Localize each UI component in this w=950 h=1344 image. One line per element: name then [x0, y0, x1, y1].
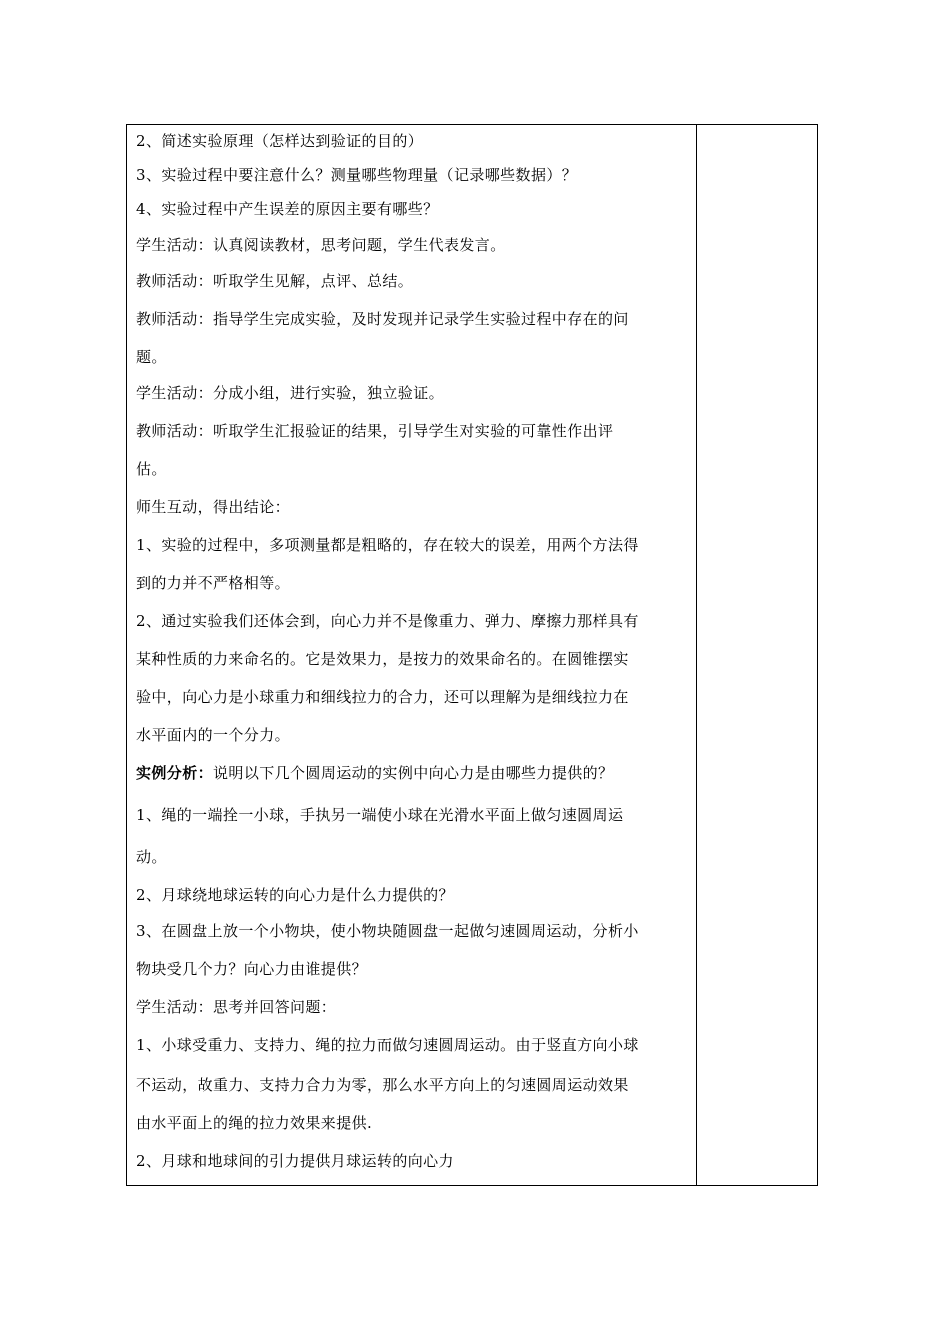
text-line: 验中，向心力是小球重力和细线拉力的合力，还可以理解为是细线拉力在 [136, 688, 629, 706]
text-line: 学生活动：分成小组，进行实验，独立验证。 [136, 384, 445, 402]
text-line: 不运动，故重力、支持力合力为零，那么水平方向上的匀速圆周运动效果 [136, 1076, 629, 1094]
text-line: 2、通过实验我们还体会到，向心力并不是像重力、弹力、摩擦力那样具有 [136, 612, 639, 630]
text-line: 2、简述实验原理（怎样达到验证的目的） [136, 132, 424, 150]
text-line: 教师活动：听取学生汇报验证的结果，引导学生对实验的可靠性作出评 [136, 422, 614, 440]
text-line: 学生活动：思考并回答问题： [136, 998, 337, 1016]
text-line: 3、在圆盘上放一个小物块，使小物块随圆盘一起做匀速圆周运动，分析小 [136, 922, 639, 940]
example-label: 实例分析： [136, 764, 214, 782]
text-line: 2、月球绕地球运转的向心力是什么力提供的？ [136, 886, 454, 904]
text-line: 1、小球受重力、支持力、绳的拉力而做匀速圆周运动。由于竖直方向小球 [136, 1036, 639, 1054]
lesson-table [126, 124, 818, 1186]
text-line: 1、绳的一端拴一小球，手执另一端使小球在光滑水平面上做匀速圆周运 [136, 806, 624, 824]
text-line: 师生互动，得出结论： [136, 498, 291, 516]
text-line: 水平面内的一个分力。 [136, 726, 291, 744]
example-line [136, 763, 691, 783]
text-line: 3、实验过程中要注意什么？测量哪些物理量（记录哪些数据）？ [136, 166, 578, 184]
text-line: 动。 [136, 848, 167, 866]
text-line: 教师活动：指导学生完成实验，及时发现并记录学生实验过程中存在的问 [136, 310, 629, 328]
text-line: 学生活动：认真阅读教材，思考问题，学生代表发言。 [136, 236, 506, 254]
text-line: 估。 [136, 460, 167, 478]
text-line: 题。 [136, 348, 167, 366]
text-line: 4、实验过程中产生误差的原因主要有哪些？ [136, 200, 439, 218]
text-line: 某种性质的力来命名的。它是效果力，是按力的效果命名的。在圆锥摆实 [136, 650, 629, 668]
text-line: 到的力并不严格相等。 [136, 574, 291, 592]
text-line: 2、月球和地球间的引力提供月球运转的向心力 [136, 1152, 454, 1170]
text-line: 教师活动：听取学生见解，点评、总结。 [136, 272, 414, 290]
content-cell [127, 125, 697, 1185]
text-line: 物块受几个力？向心力由谁提供？ [136, 960, 368, 978]
text-line: 由水平面上的绳的拉力效果来提供. [136, 1114, 373, 1132]
text-line: 1、实验的过程中，多项测量都是粗略的，存在较大的误差，用两个方法得 [136, 536, 639, 554]
notes-cell [697, 125, 817, 1185]
example-text: 说明以下几个圆周运动的实例中向心力是由哪些力提供的？ [213, 764, 614, 782]
